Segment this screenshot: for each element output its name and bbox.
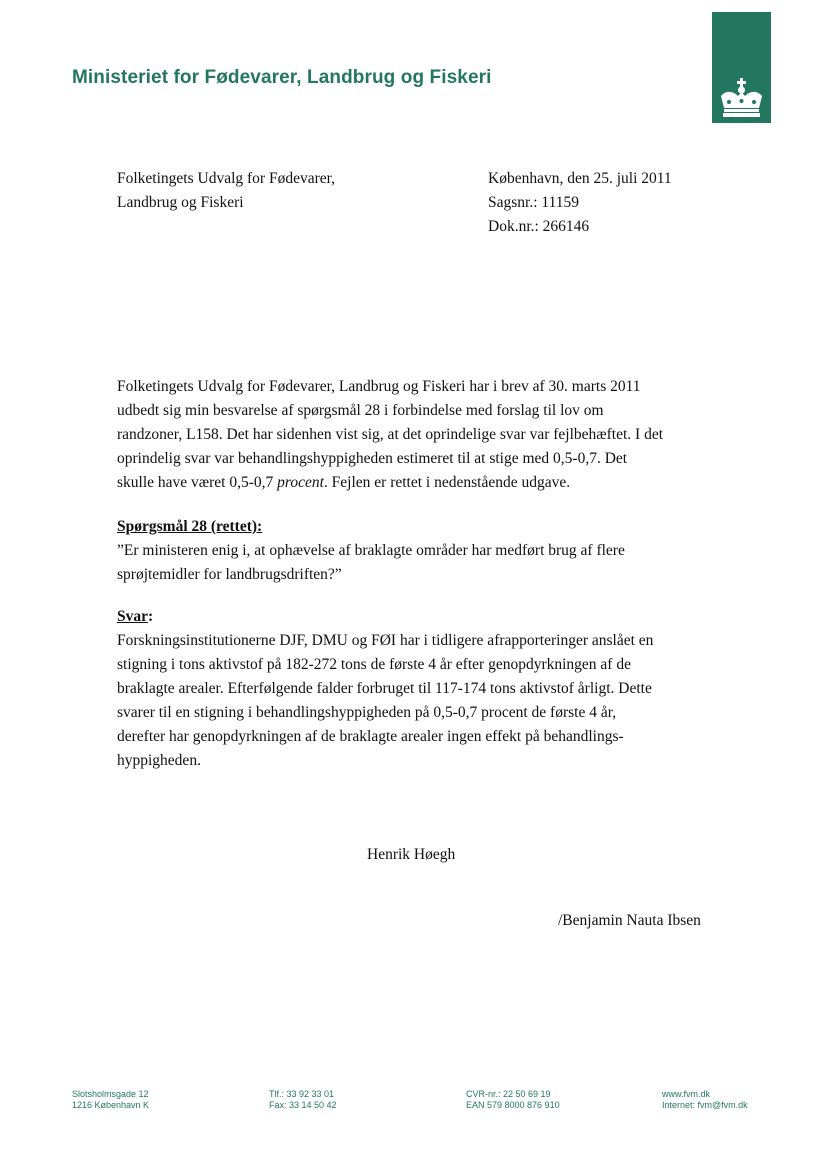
answer-line: stigning i tons aktivstof på 182-272 tons de første 4 år efter genopdyrkningen af de <box>117 656 631 673</box>
answer-line: Forskningsinstitutionerne DJF, DMU og FØI har i tidligere afrapporteringer anslået en <box>117 632 654 649</box>
intro-line: randzoner, L158. Det har sidenhen vist sig, at det oprindelige svar var fejlbehæftet. I det <box>117 426 664 443</box>
footer-website-link[interactable]: www.fvm.dk <box>662 1089 711 1099</box>
footer-registry <box>466 1089 560 1111</box>
footer-line: Slotsholmsgade 12 <box>72 1089 149 1099</box>
answer-heading-text: Svar <box>117 608 148 625</box>
question-line: sprøjtemidler for landbrugsdriften?” <box>117 566 342 583</box>
footer-email-link[interactable]: Internet: fvm@fvm.dk <box>662 1100 748 1110</box>
footer-line: EAN 579 8000 876 910 <box>466 1100 560 1110</box>
crown-logo <box>712 12 771 123</box>
answer-line: hyppigheden. <box>117 752 201 769</box>
question-heading <box>117 515 262 539</box>
ministry-name: Ministeriet for Fødevarer, Landbrug og Fiskeri <box>72 67 492 88</box>
document-meta <box>488 167 672 239</box>
intro-paragraph <box>117 375 663 495</box>
answer-line: braklagte arealer. Efterfølgende falder forbruget til 117-174 tons aktivstof årligt. Dette <box>117 680 652 697</box>
answer-line: derefter har genopdyrkningen af de braklagte arealer ingen effekt på behandlings- <box>117 728 624 745</box>
question-heading-text: Spørgsmål 28 (rettet): <box>117 518 263 535</box>
case-number: Sagsnr.: 11159 <box>488 194 579 211</box>
answer-heading-colon: : <box>148 608 154 625</box>
answer-text <box>117 629 653 773</box>
minister-signature: Henrik Høegh <box>367 846 456 863</box>
place-date: København, den 25. juli 2011 <box>488 170 672 187</box>
intro-line: Folketingets Udvalg for Fødevarer, Landbrug og Fiskeri har i brev af 30. marts 2011 <box>117 378 641 395</box>
answer-heading <box>117 605 153 629</box>
question-line: ”Er ministeren enig i, at ophævelse af braklagte områder har medført brug af flere <box>117 542 625 559</box>
footer-web <box>662 1089 748 1111</box>
intro-line <box>117 471 663 495</box>
answer-line: svarer til en stigning i behandlingshyppigheden på 0,5-0,7 procent de første 4 år, <box>117 704 617 721</box>
crown-icon <box>718 78 765 118</box>
recipient-line: Folketingets Udvalg for Fødevarer, <box>117 170 336 187</box>
intro-line: udbedt sig min besvarelse af spørgsmål 28 i forbindelse med forslag til lov om <box>117 402 604 419</box>
document-number: Dok.nr.: 266146 <box>488 218 590 235</box>
intro-text: . Fejlen er rettet i nedenstående udgave. <box>323 474 571 491</box>
intro-line: oprindelig svar var behandlingshyppigheden estimeret til at stige med 0,5-0,7. Det <box>117 450 628 467</box>
recipient-block <box>117 167 335 215</box>
footer-address <box>72 1089 149 1111</box>
footer-line: Tlf.: 33 92 33 01 <box>269 1089 335 1099</box>
footer-line: CVR-nr.: 22 50 69 19 <box>466 1089 551 1099</box>
question-text <box>117 539 625 587</box>
intro-emphasis: procent <box>277 474 324 491</box>
footer-line: 1216 København K <box>72 1100 150 1110</box>
intro-text: skulle have været 0,5-0,7 <box>117 474 278 491</box>
official-signature: /Benjamin Nauta Ibsen <box>558 912 701 929</box>
footer-phone <box>269 1089 337 1111</box>
footer-line: Fax: 33 14 50 42 <box>269 1100 337 1110</box>
recipient-line: Landbrug og Fiskeri <box>117 194 244 211</box>
